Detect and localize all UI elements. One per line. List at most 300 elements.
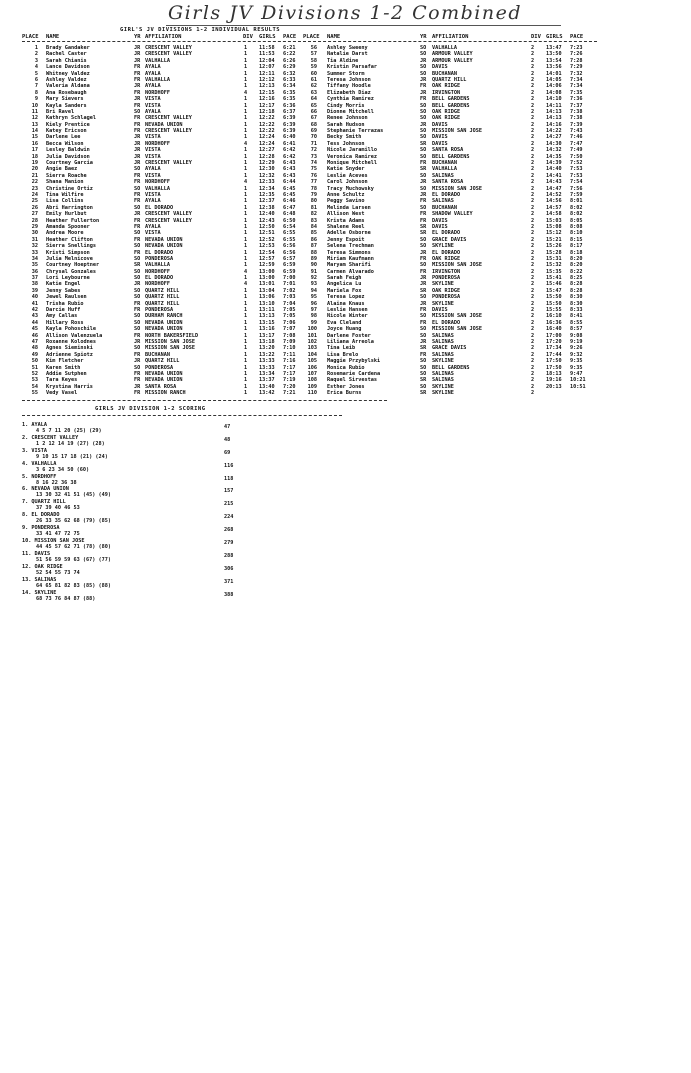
result-div: 2 <box>531 166 535 173</box>
result-pace: 6:57 <box>283 255 296 262</box>
result-place: 14 <box>31 128 38 135</box>
result-aff: SKYLINE <box>432 390 454 397</box>
result-name: Rosemarie Cardena <box>327 370 381 377</box>
result-aff: CRESCENT VALLEY <box>145 160 192 167</box>
header-div-2: DIV <box>531 34 541 40</box>
result-name: Tracy Muchowsky <box>327 185 374 192</box>
result-div: 1 <box>244 198 248 205</box>
result-time: 15:35 <box>546 268 562 275</box>
result-yr: SO <box>420 51 427 58</box>
result-place: 16 <box>31 140 38 147</box>
result-yr: SO <box>420 147 427 154</box>
result-pace: 6:43 <box>283 172 296 179</box>
result-yr: FR <box>420 160 427 167</box>
result-div: 1 <box>244 383 248 390</box>
result-div: 2 <box>531 351 535 358</box>
result-div: 2 <box>531 57 535 64</box>
result-pace: 7:21 <box>283 390 296 397</box>
result-aff: PONDEROSA <box>145 364 174 371</box>
result-div: 1 <box>244 191 248 198</box>
result-place: 50 <box>31 358 38 365</box>
result-place: 56 <box>310 45 317 51</box>
result-name: Mariela Fox <box>327 287 362 294</box>
result-place: 87 <box>310 243 317 250</box>
result-yr: SO <box>420 45 427 51</box>
result-name: Kristin Parsafar <box>327 64 377 71</box>
result-aff: BUCHANAN <box>432 204 457 211</box>
result-pace: 6:29 <box>283 64 296 71</box>
result-time: 13:34 <box>259 370 275 377</box>
result-place: 57 <box>310 51 317 58</box>
result-div: 2 <box>531 45 535 51</box>
team-name: 9. PONDEROSA <box>22 525 60 532</box>
result-yr: FR <box>134 300 141 307</box>
result-aff: SALINAS <box>432 370 454 377</box>
result-pace: 8:18 <box>570 249 583 256</box>
result-place: 28 <box>31 217 38 224</box>
result-pace: 8:28 <box>570 281 583 288</box>
result-aff: OAK RIDGE <box>432 287 461 294</box>
result-pace: 8:20 <box>570 262 583 269</box>
result-div: 1 <box>244 294 248 301</box>
result-time: 14:16 <box>546 121 562 128</box>
result-aff: MISSION SAN JOSE <box>432 313 482 320</box>
result-pace: 7:54 <box>570 179 583 186</box>
result-pace: 7:47 <box>570 140 583 147</box>
team-total: 118 <box>224 475 234 482</box>
result-place: 66 <box>310 108 317 115</box>
result-aff: SKYLINE <box>432 383 454 390</box>
result-pace: 9:32 <box>570 351 583 358</box>
result-aff: BELL GARDENS <box>432 153 470 160</box>
result-div: 1 <box>244 307 248 314</box>
result-yr: SO <box>134 287 141 294</box>
result-div: 1 <box>244 102 248 109</box>
team-name: 1. AYALA <box>22 422 47 428</box>
result-yr: SO <box>134 243 141 250</box>
result-yr: SO <box>420 332 427 339</box>
result-pace: 6:39 <box>283 121 296 128</box>
result-aff: VISTA <box>145 96 161 103</box>
result-place: 100 <box>307 326 317 333</box>
result-name: Sarah Feigh <box>327 275 362 282</box>
result-time: 13:54 <box>546 57 562 64</box>
result-pace: 8:57 <box>570 326 583 333</box>
result-aff: VISTA <box>145 153 161 160</box>
result-time: 14:10 <box>546 96 562 103</box>
result-pace: 7:07 <box>283 326 296 333</box>
result-time: 12:11 <box>259 70 275 77</box>
result-yr: SO <box>420 313 427 320</box>
result-time: 13:10 <box>259 300 275 307</box>
result-name: Darcie Huff <box>46 307 81 314</box>
result-aff: VISTA <box>145 230 161 237</box>
result-time: 12:04 <box>259 57 275 64</box>
result-time: 14:06 <box>546 83 562 90</box>
result-time: 12:43 <box>259 217 275 224</box>
result-name: Julia Davidson <box>46 153 90 160</box>
result-yr: SO <box>420 370 427 377</box>
result-time: 12:29 <box>259 160 275 167</box>
result-aff: EL DORADO <box>432 191 461 198</box>
result-aff: NEVADA UNION <box>145 243 183 250</box>
result-name: Alaina Knaus <box>327 300 365 307</box>
result-name: Brady Gandaker <box>46 45 90 51</box>
result-time: 13:00 <box>259 268 275 275</box>
result-pace: 8:33 <box>570 307 583 314</box>
result-pace: 7:05 <box>283 307 296 314</box>
result-yr: JR <box>134 383 141 390</box>
result-place: 83 <box>310 217 317 224</box>
header-affiliation: AFFILIATION <box>145 34 182 40</box>
result-aff: IRVINGTON <box>432 89 461 96</box>
result-div: 1 <box>244 70 248 77</box>
result-aff: SALINAS <box>432 172 454 179</box>
result-time: 12:27 <box>259 147 275 154</box>
result-place: 85 <box>310 230 317 237</box>
result-aff: OAK RIDGE <box>432 255 461 262</box>
result-time: 17:44 <box>546 351 562 358</box>
team-name: 8. EL DORADO <box>22 512 60 519</box>
result-aff: MISSION RANCH <box>145 390 186 397</box>
result-aff: NORTH BAKERSFIELD <box>145 332 199 339</box>
result-pace: 7:38 <box>570 115 583 122</box>
result-aff: NEVADA UNION <box>145 370 183 377</box>
result-name: Nicole Winter <box>327 313 368 320</box>
page-title: Girls JV Divisions 1-2 Combined <box>168 2 523 24</box>
result-aff: BELL GARDENS <box>432 102 470 109</box>
result-time: 14:52 <box>546 191 562 198</box>
result-name: Tiffany Hoodle <box>327 83 371 90</box>
result-place: 74 <box>310 160 317 167</box>
header-yr: YR <box>134 34 141 40</box>
result-time: 13:56 <box>546 64 562 71</box>
result-yr: JR <box>420 191 427 198</box>
result-div: 1 <box>244 147 248 154</box>
result-yr: FR <box>134 249 141 256</box>
result-div: 2 <box>531 262 535 269</box>
result-div: 2 <box>531 160 535 167</box>
result-name: Lesley Baldwin <box>46 147 90 154</box>
result-pace: 7:29 <box>570 64 583 71</box>
result-div: 1 <box>244 128 248 135</box>
result-place: 54 <box>31 383 38 390</box>
result-div: 2 <box>531 223 535 230</box>
result-time: 14:47 <box>546 185 562 192</box>
team-scores: 8 16 22 36 38 <box>36 479 77 486</box>
result-time: 13:33 <box>259 364 275 371</box>
result-name: Andrea Moore <box>46 230 84 237</box>
result-time: 12:28 <box>259 153 275 160</box>
result-yr: SO <box>134 108 141 115</box>
result-time: 12:34 <box>259 185 275 192</box>
result-name: Heather Clifton <box>46 236 93 243</box>
result-div: 1 <box>244 377 248 384</box>
result-yr: FR <box>134 198 141 205</box>
result-name: Angie Baez <box>46 166 78 173</box>
result-name: Selena Trechman <box>327 243 374 250</box>
result-row <box>303 390 598 396</box>
result-place: 75 <box>310 166 317 173</box>
result-place: 7 <box>34 83 38 90</box>
result-time: 14:13 <box>546 115 562 122</box>
result-div: 1 <box>244 166 248 173</box>
result-aff: MISSION SAN JOSE <box>432 262 482 269</box>
result-div: 2 <box>531 76 535 83</box>
result-place: 101 <box>307 332 317 339</box>
result-name: Whitney Valdez <box>46 70 90 77</box>
result-time: 13:01 <box>259 281 275 288</box>
team-total: 306 <box>224 565 234 572</box>
result-div: 2 <box>531 268 535 275</box>
result-time: 12:35 <box>259 191 275 198</box>
result-aff: QUARTZ HILL <box>145 300 180 307</box>
result-yr: SR <box>420 166 427 173</box>
result-place: 19 <box>31 160 38 167</box>
result-place: 38 <box>31 281 38 288</box>
result-pace: 7:56 <box>570 185 583 192</box>
result-name: Summer Storm <box>327 70 365 77</box>
result-yr: JR <box>134 83 141 90</box>
result-name: Addie Sutphen <box>46 370 87 377</box>
result-time: 17:20 <box>546 338 562 345</box>
result-pace: 6:56 <box>283 249 296 256</box>
result-div: 2 <box>531 204 535 211</box>
result-name: Teresa Lopez <box>327 294 365 301</box>
result-time: 15:47 <box>546 287 562 294</box>
result-place: 39 <box>31 287 38 294</box>
result-yr: FR <box>134 351 141 358</box>
result-aff: MISSION SAN JOSE <box>432 185 482 192</box>
result-time: 14:58 <box>546 211 562 218</box>
result-place: 17 <box>31 147 38 154</box>
result-pace: 7:04 <box>283 300 296 307</box>
result-yr: FR <box>134 307 141 314</box>
result-name: Adelle Osborne <box>327 230 371 237</box>
result-place: 84 <box>310 223 317 230</box>
result-yr: JR <box>420 57 427 64</box>
result-pace: 7:36 <box>570 96 583 103</box>
result-div: 2 <box>531 179 535 186</box>
result-name: Emily Hurlbut <box>46 211 87 218</box>
result-time: 13:18 <box>259 338 275 345</box>
result-div: 4 <box>244 268 248 275</box>
result-place: 48 <box>31 345 38 352</box>
result-name: Ashley Valdez <box>46 76 87 83</box>
result-pace: 7:01 <box>283 281 296 288</box>
result-name: Peggy Savino <box>327 198 365 205</box>
result-pace: 7:02 <box>283 287 296 294</box>
result-place: 44 <box>31 319 38 326</box>
result-name: Vedy Vasel <box>46 390 78 397</box>
result-pace: 7:53 <box>570 166 583 173</box>
result-place: 36 <box>31 268 38 275</box>
team-row <box>22 486 262 499</box>
result-div: 1 <box>244 153 248 160</box>
result-aff: VISTA <box>145 147 161 154</box>
result-yr: FR <box>420 319 427 326</box>
result-pace: 7:37 <box>570 102 583 109</box>
result-aff: AYALA <box>145 83 161 90</box>
result-yr: JR <box>134 338 141 345</box>
result-name: Maryam Sharifi <box>327 262 371 269</box>
result-place: 45 <box>31 326 38 333</box>
result-div: 2 <box>531 364 535 371</box>
result-pace: 9:47 <box>570 370 583 377</box>
team-name: 2. CRESCENT VALLEY <box>22 434 79 441</box>
result-place: 99 <box>310 319 317 326</box>
result-name: Jenny Espoit <box>327 236 365 243</box>
result-pace: 7:23 <box>570 45 583 51</box>
result-yr: FR <box>134 223 141 230</box>
result-aff: NORDHOFF <box>145 281 170 288</box>
header-affiliation-2: AFFILIATION <box>432 34 469 40</box>
result-pace: 7:26 <box>570 51 583 58</box>
result-pace: 7:20 <box>283 383 296 390</box>
result-pace: 6:35 <box>283 96 296 103</box>
result-pace: 6:46 <box>283 198 296 205</box>
result-name: Maggie Przybylski <box>327 358 381 365</box>
result-aff: EL DORADO <box>145 204 174 211</box>
result-name: Esther Jones <box>327 383 365 390</box>
result-div: 2 <box>531 255 535 262</box>
result-time: 20:13 <box>546 383 562 390</box>
result-time: 12:59 <box>259 262 275 269</box>
result-time: 17:34 <box>546 345 562 352</box>
result-yr: SO <box>420 236 427 243</box>
result-time: 14:30 <box>546 140 562 147</box>
result-name: Allison Valenzuela <box>46 332 103 339</box>
team-name: 4. VALHALLA <box>22 460 57 467</box>
result-time: 12:24 <box>259 134 275 141</box>
result-place: 64 <box>310 96 317 103</box>
result-place: 12 <box>31 115 38 122</box>
result-time: 12:22 <box>259 121 275 128</box>
result-pace: 7:34 <box>570 76 583 83</box>
team-scores: 13 30 32 41 51 (45) (49) <box>36 492 111 499</box>
result-time: 12:12 <box>259 76 275 83</box>
team-total: 388 <box>224 591 234 598</box>
result-div: 2 <box>531 89 535 96</box>
result-time: 15:50 <box>546 294 562 301</box>
result-time: 19:16 <box>546 377 562 384</box>
result-place: 24 <box>31 191 38 198</box>
result-pace: 7:46 <box>570 134 583 141</box>
result-yr: FR <box>420 198 427 205</box>
result-aff: GRACE DAVIS <box>432 236 467 243</box>
result-name: Shana Manion <box>46 179 84 186</box>
result-aff: VALHALLA <box>145 185 170 192</box>
team-row <box>22 448 262 461</box>
result-name: Valeria Aldana <box>46 83 90 90</box>
result-yr: FR <box>134 172 141 179</box>
result-name: Angelica Lu <box>327 281 362 288</box>
result-name: Allison West <box>327 211 365 218</box>
result-place: 58 <box>310 57 317 64</box>
result-time: 13:17 <box>259 332 275 339</box>
result-name: Cindy Morris <box>327 102 365 109</box>
result-time: 14:01 <box>546 70 562 77</box>
result-name: Tara Keyes <box>46 377 78 384</box>
result-time: 12:40 <box>259 211 275 218</box>
result-name: Carol Johnson <box>327 179 368 186</box>
result-pace: 8:25 <box>570 275 583 282</box>
result-aff: ARMOUR VALLEY <box>432 57 473 64</box>
result-place: 42 <box>31 307 38 314</box>
result-aff: BELL GARDENS <box>432 96 470 103</box>
result-pace: 6:34 <box>283 83 296 90</box>
result-yr: FR <box>134 64 141 71</box>
result-name: Tina Wilfire <box>46 191 84 198</box>
result-div: 2 <box>531 249 535 256</box>
result-place: 81 <box>310 204 317 211</box>
result-pace: 7:53 <box>570 172 583 179</box>
header-place-2: PLACE <box>303 34 320 40</box>
result-yr: JR <box>420 300 427 307</box>
result-div: 2 <box>531 70 535 77</box>
result-pace: 6:37 <box>283 108 296 115</box>
result-pace: 8:41 <box>570 313 583 320</box>
result-place: 65 <box>310 102 317 109</box>
result-place: 46 <box>31 332 38 339</box>
result-time: 12:17 <box>259 102 275 109</box>
result-place: 10 <box>31 102 38 109</box>
team-row <box>22 512 262 525</box>
result-time: 15:46 <box>546 281 562 288</box>
result-place: 67 <box>310 115 317 122</box>
result-yr: JR <box>420 76 427 83</box>
result-time: 15:28 <box>546 249 562 256</box>
result-aff: QUARTZ HILL <box>145 287 180 294</box>
result-yr: JR <box>420 281 427 288</box>
result-yr: JR <box>134 134 141 141</box>
result-pace: 9:19 <box>570 338 583 345</box>
result-aff: SALINAS <box>432 351 454 358</box>
result-aff: DAVIS <box>432 140 448 147</box>
result-pace: 6:40 <box>283 134 296 141</box>
result-place: 53 <box>31 377 38 384</box>
result-pace: 8:15 <box>570 236 583 243</box>
result-place: 18 <box>31 153 38 160</box>
result-name: Krista Adams <box>327 217 365 224</box>
result-time: 17:50 <box>546 358 562 365</box>
result-pace: 6:35 <box>283 89 296 96</box>
result-yr: JR <box>134 45 141 51</box>
result-name: Sarah Chianis <box>46 57 87 64</box>
result-time: 12:50 <box>259 223 275 230</box>
result-aff: DAVIS <box>432 307 448 314</box>
result-yr: FR <box>134 89 141 96</box>
result-yr: FR <box>420 83 427 90</box>
result-time: 14:43 <box>546 179 562 186</box>
team-scores: 51 56 59 59 63 (67) (77) <box>36 556 111 563</box>
result-name: Melinda Larsen <box>327 204 371 211</box>
result-aff: CRESCENT VALLEY <box>145 211 192 218</box>
result-pace: 6:54 <box>283 223 296 230</box>
result-div: 1 <box>244 217 248 224</box>
result-place: 72 <box>310 147 317 154</box>
result-time: 13:13 <box>259 313 275 320</box>
result-aff: NEVADA UNION <box>145 236 183 243</box>
result-yr: SO <box>420 204 427 211</box>
result-div: 1 <box>244 236 248 243</box>
result-div: 2 <box>531 115 535 122</box>
result-pace: 8:30 <box>570 294 583 301</box>
result-name: Cynthia Ramirez <box>327 96 374 103</box>
team-total: 47 <box>224 424 231 430</box>
team-total: 288 <box>224 552 234 559</box>
result-time: 17:50 <box>546 364 562 371</box>
